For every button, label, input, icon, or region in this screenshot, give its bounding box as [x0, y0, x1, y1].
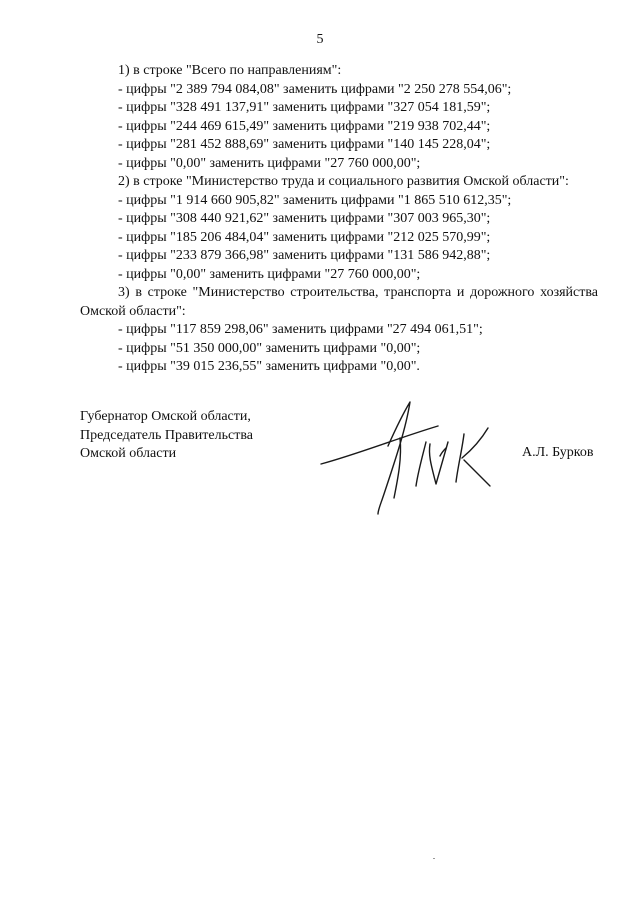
paragraph-1-heading: 1) в строке "Всего по направлениям":	[118, 63, 342, 78]
paragraph-1-item: - цифры "2 389 794 084,08" заменить цифрами "2 250 278 554,06";	[118, 81, 512, 97]
paragraph-3-item: - цифры "39 015 236,55" заменить цифрами "0,00".	[118, 359, 420, 374]
paragraph-1-item: - цифры "0,00" заменить цифрами "27 760 000,00";	[118, 155, 421, 171]
signature-stroke	[321, 426, 438, 464]
signature-stroke	[416, 442, 426, 486]
handwritten-signature	[318, 398, 498, 516]
paragraph-3-item: - цифры "117 859 298,06" заменить цифрами "27 494 061,51";	[118, 322, 483, 337]
document-body	[80, 62, 598, 377]
signatory-position	[80, 408, 253, 464]
paragraph-2	[80, 173, 598, 284]
signature-stroke	[462, 428, 488, 458]
paragraph-2-item: - цифры "0,00" заменить цифрами "27 760 000,00";	[118, 266, 421, 282]
paragraph-1-item: - цифры "244 469 615,49" заменить цифрами "219 938 702,44";	[118, 118, 491, 134]
paragraph-3	[80, 284, 598, 377]
page-number: 5	[316, 32, 324, 47]
paragraph-1-item: - цифры "328 491 137,91" заменить цифрами "327 054 181,59";	[118, 100, 491, 115]
paragraph-3-heading: 3) в строке "Министерство строительства, транспорта и дорожного хозяйства Омской области":	[80, 285, 598, 319]
paragraph-1	[80, 62, 598, 173]
paragraph-2-item: - цифры "1 914 660 905,82" заменить цифрами "1 865 510 612,35";	[118, 192, 512, 208]
paragraph-1-item: - цифры "281 452 888,69" заменить цифрами "140 145 228,04";	[118, 137, 491, 152]
paragraph-2-item: - цифры "233 879 366,98" заменить цифрами "131 586 942,88";	[118, 248, 491, 263]
paragraph-3-item: - цифры "51 350 000,00" заменить цифрами "0,00";	[118, 340, 421, 356]
signatory-position-line: Губернатор Омской области,	[80, 409, 251, 424]
signer-name: А.Л. Бурков	[522, 445, 594, 460]
signatory-position-line: Омской области	[80, 446, 177, 461]
signature-stroke	[464, 460, 490, 486]
paragraph-2-heading: 2) в строке "Министерство труда и социального развития Омской области":	[118, 174, 569, 189]
scan-mark	[433, 858, 435, 859]
paragraph-2-item: - цифры "185 206 484,04" заменить цифрами "212 025 570,99";	[118, 229, 491, 245]
signatory-position-line: Председатель Правительства	[80, 427, 253, 443]
paragraph-2-item: - цифры "308 440 921,62" заменить цифрами "307 003 965,30";	[118, 211, 491, 226]
